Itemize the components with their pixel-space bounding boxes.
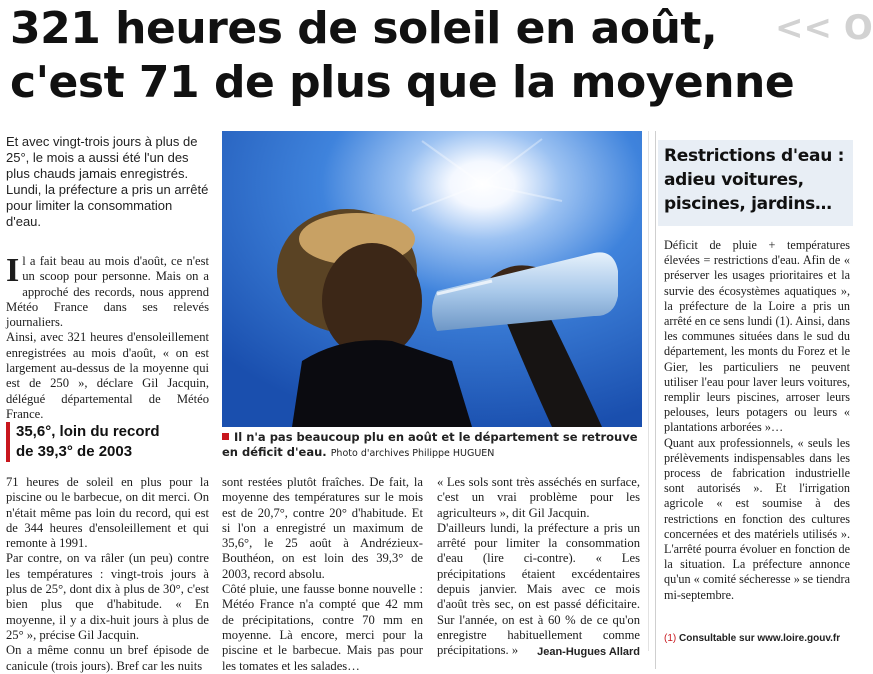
paragraph: « Les sols sont très asséchés en surface, c'est un vrai problème pour les agriculteurs », dit Gil Jacquin. bbox=[437, 475, 640, 520]
article-column-3 bbox=[437, 475, 640, 659]
sidebar-title bbox=[664, 144, 852, 216]
sidebar-footnote bbox=[664, 633, 850, 644]
paragraph: 71 heures de soleil en plus pour la piscine ou le barbecue, on dit merci. On n'était même pas loin du record, qui est de 344 heures d'ensoleillement et qui remonte à 1991. bbox=[6, 475, 209, 551]
paragraph: Côté pluie, une fausse bonne nouvelle : Météo France n'a compté que 42 mm de précipitations, contre 70 mm en moyenne. Là encore, merci pour la piscine et le barbecue. Mais pas pour les tomates et les salades… bbox=[222, 582, 423, 673]
author-signature: Jean-Hugues Allard bbox=[537, 646, 640, 658]
caption-text: Il n'a pas beaucoup plu en août et le département se retrouve en déficit d'eau. bbox=[222, 430, 638, 459]
subheading bbox=[6, 422, 222, 462]
article-column-1-continued bbox=[6, 475, 209, 674]
paragraph: Déficit de pluie + températures élevées = restrictions d'eau. Afin de « préserver les usages prioritaires et la survie des écosystèmes aquatiques », la préfecture de la Loire a pris un arrêté en ce sens lundi (1). Ainsi, dans les communes situées dans le sud du département, les monts du Forez et le Gier, les particuliers ne peuvent utiliser l'eau pour laver leurs voitures, remplir leurs piscines, arroser leurs pelouses, leurs potagers ou leurs « plantations arborées »… bbox=[664, 238, 850, 435]
subheading-line-2: de 39,3° de 2003 bbox=[16, 443, 133, 460]
paragraph: Par contre, on va râler (un peu) contre les températures : vingt-trois jours à plus de 25°, dont dix à plus de 30°, c'est bien plus que d'habitude. « En moyenne, il y a dix-huit jours à plus de 25° », précise Gil Jacquin. bbox=[6, 551, 209, 642]
paragraph: D'ailleurs lundi, la préfecture a pris un arrêté pour limiter la consommation d'eau (lire ci-contre). « Les précipitations étaient excédentaires depuis janvier. Mais avec ce mois d'août très sec, on est passé déficitaire. Sur l'année, on est à 60 % de ce qu'on enregistre habituellement comme précipitations. » bbox=[437, 520, 640, 658]
paragraph: l a fait beau au mois d'août, ce n'est un scoop pour personne. Mais on a approché des records, nous apprend Météo France dans ses relevés journaliers. bbox=[6, 254, 209, 330]
paragraph: On a même connu un bref épisode de canicule (trois jours). Bref car les nuits bbox=[6, 643, 209, 673]
headline-line-2: c'est 71 de plus que la moyenne bbox=[10, 57, 795, 108]
paragraph: sont restées plutôt fraîches. De fait, la moyenne des températures sur le mois est de 20,7°, contre 20° d'habitude. Et si l'on a enregistré un maximum de 35,6°, le 25 août à Andrézieux-Bouthéon, on est loin des 39,3° de 2003, record absolu. bbox=[222, 475, 423, 581]
sidebar-title-line-3: piscines, jardins… bbox=[664, 194, 832, 214]
headline-line-1: 321 heures de soleil en août, bbox=[10, 3, 718, 54]
photo-caption bbox=[222, 430, 642, 461]
paragraph: Ainsi, avec 321 heures d'ensoleillement enregistrées au mois d'août, « on est largement au-dessus de la moyenne qui est de 250 », déclare Gil Jacquin, délégué départemental de Météo France. bbox=[6, 330, 209, 421]
headline bbox=[10, 2, 795, 110]
dropcap: I bbox=[6, 252, 20, 289]
sidebar-title-line-2: adieu voitures, bbox=[664, 170, 804, 190]
photo-drinking-water bbox=[222, 131, 642, 427]
caption-bullet-icon bbox=[222, 433, 229, 440]
paragraph: Quant aux professionnels, « seuls les prélèvements indispensables dans les process de fabrication industrielle sont autorisés ». Et l'irrigation agricole « est soumise à des restrictions en fonction des cultures concernées et des matériels utilisés ». L'arrêté pourra évoluer en fonction de la situation. La préfecture annonce qu'un « comité sécheresse » se tiendra mi-septembre. bbox=[664, 435, 850, 602]
sidebar-text bbox=[664, 238, 850, 603]
subheading-line-1: 35,6°, loin du record bbox=[16, 423, 160, 440]
ghost-text: << O bbox=[775, 8, 873, 48]
footnote-text: Consultable sur www.loire.gouv.fr bbox=[679, 633, 841, 644]
intro-text: Et avec vingt-trois jours à plus de 25°, le mois a aussi été l'un des plus chauds jamais enregistrés. Lundi, la préfecture a pris un arrêté pour limiter la consommation d'eau. bbox=[6, 134, 209, 229]
column-divider bbox=[648, 131, 649, 651]
footnote-ref: (1) bbox=[664, 633, 677, 644]
article-column-1 bbox=[6, 254, 209, 422]
photo-credit: Photo d'archives Philippe HUGUEN bbox=[330, 448, 495, 459]
sidebar-title-line-1: Restrictions d'eau : bbox=[664, 146, 845, 166]
article-column-2 bbox=[222, 475, 423, 674]
